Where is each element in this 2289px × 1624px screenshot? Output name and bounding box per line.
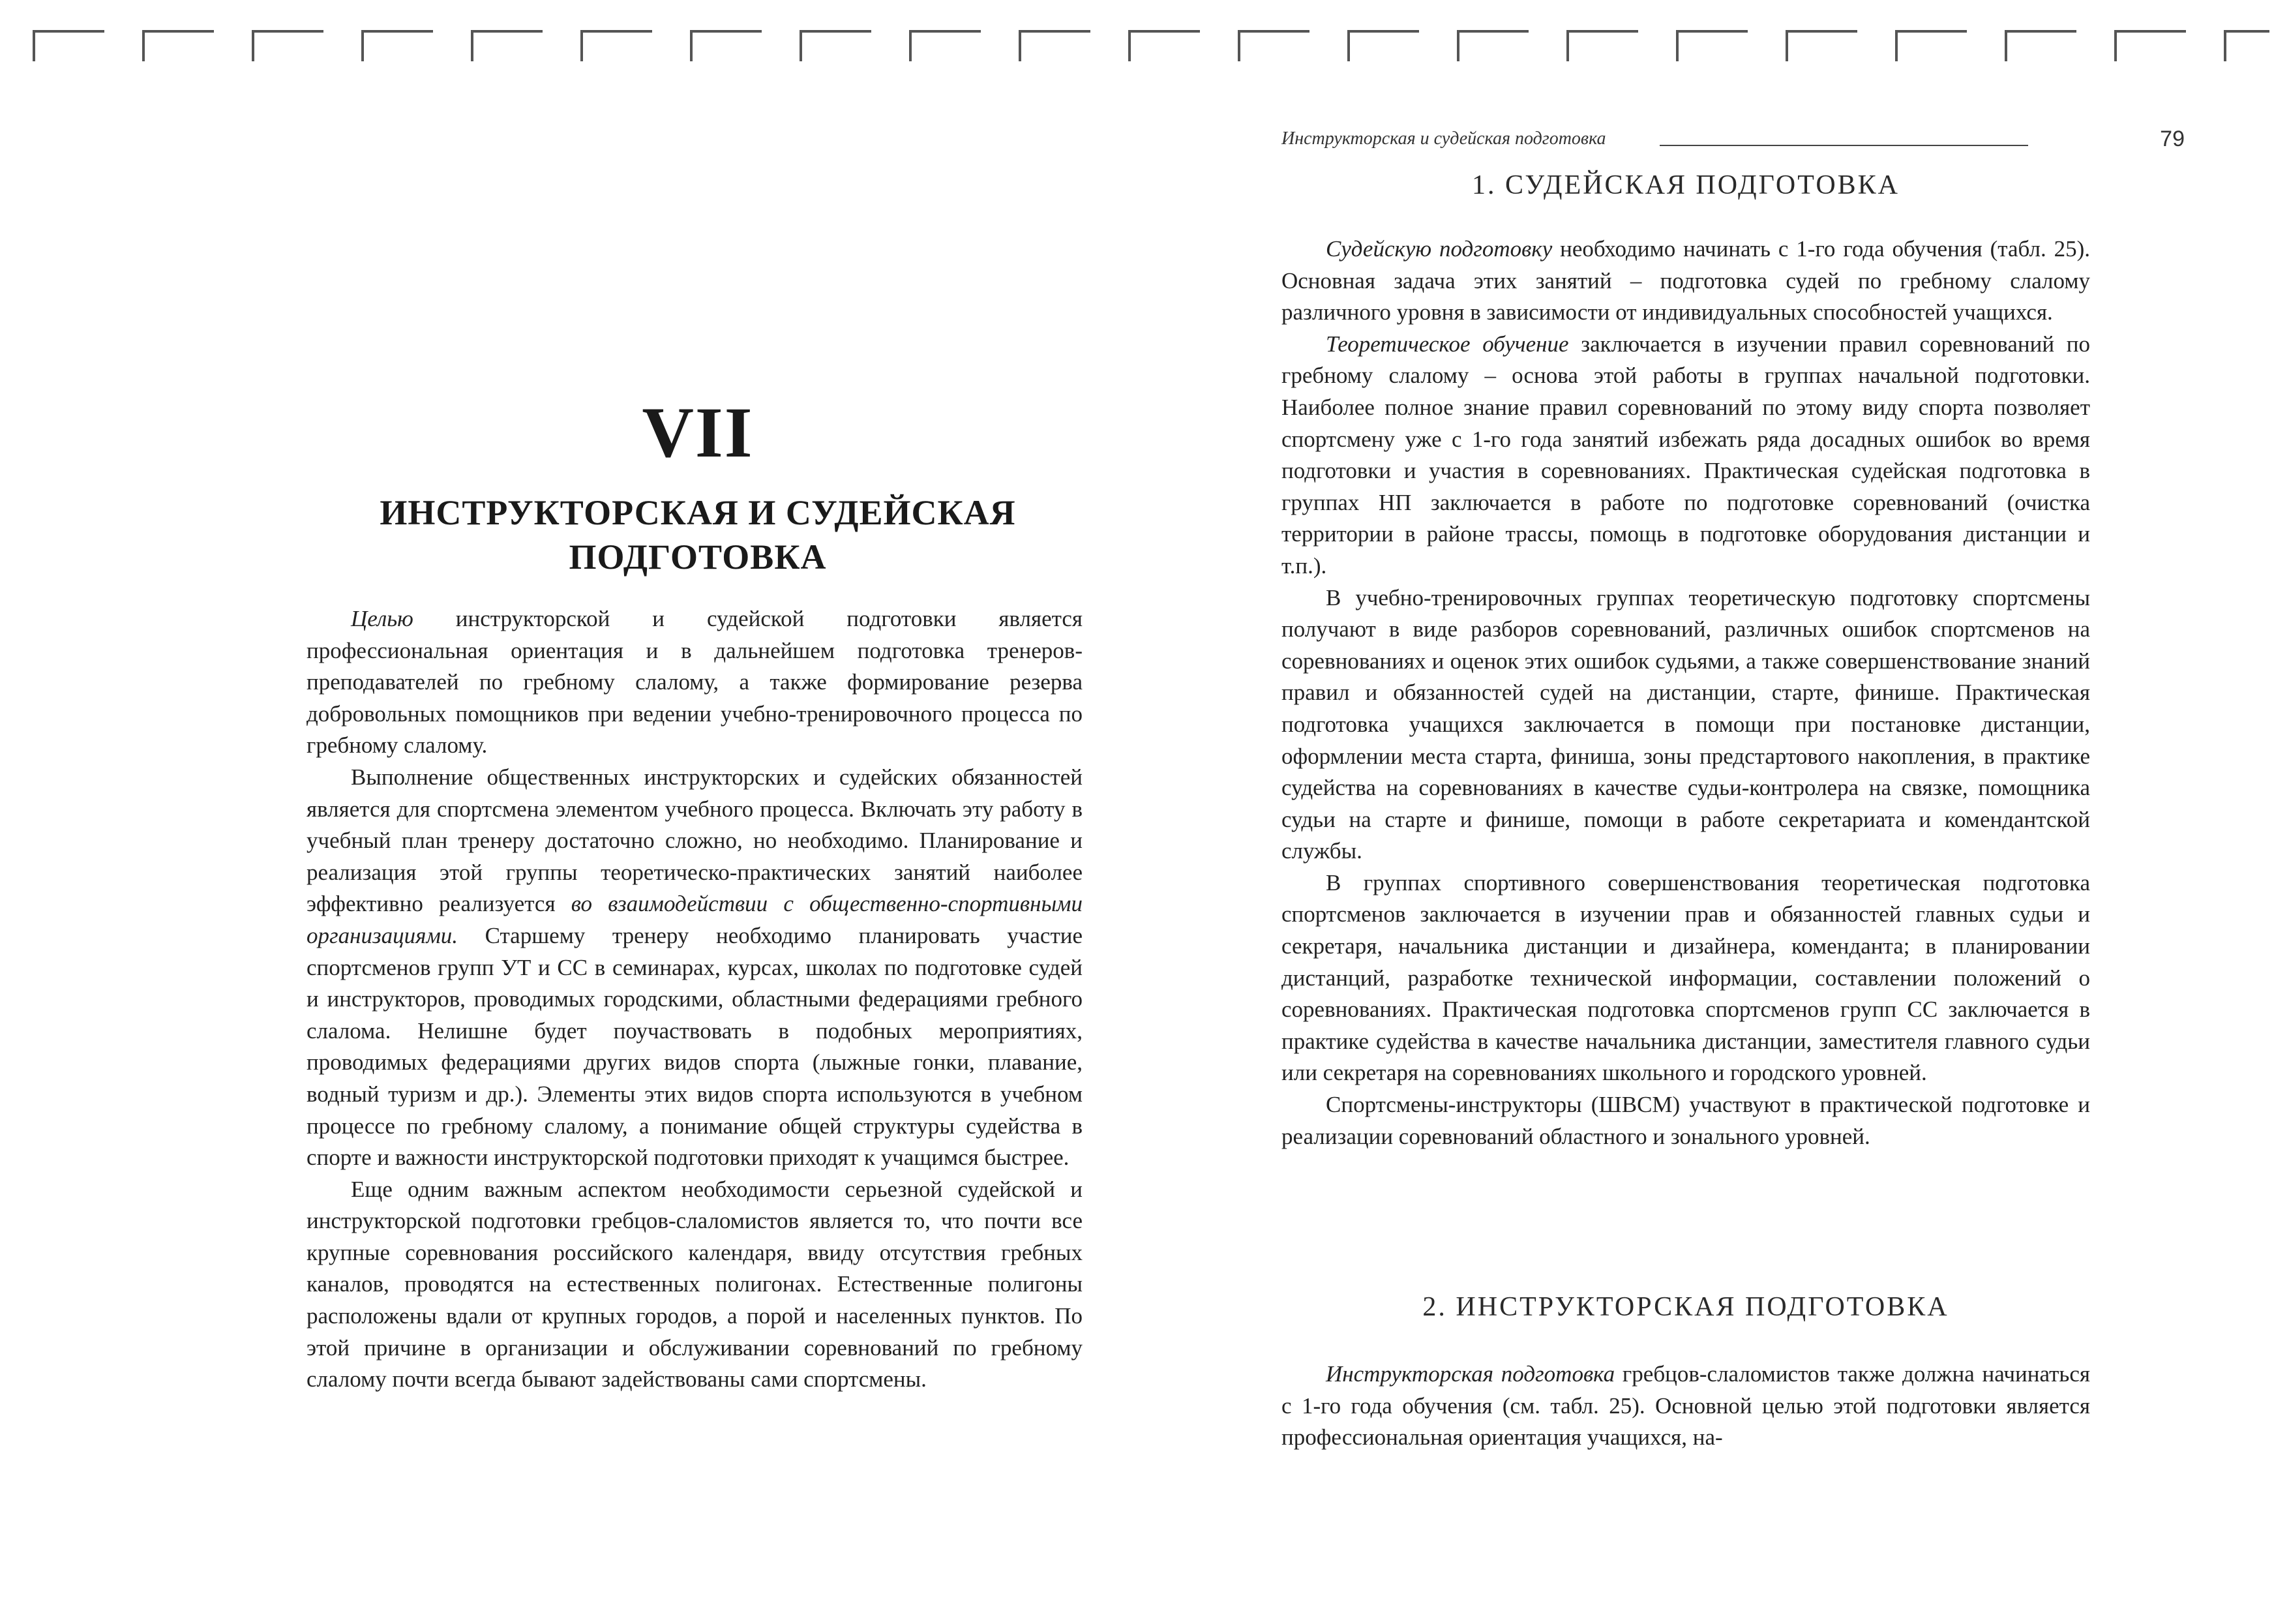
italic-lead: Теоретическое обучение [1326,331,1569,357]
right-page [1148,0,2289,1624]
chapter-title-line1: ИНСТРУКТОРСКАЯ И СУДЕЙСКАЯ [380,493,1016,532]
paragraph [1281,233,2090,329]
paragraph-text: В группах спортивного совершенствования теоретическая подготовка спортсменов заключается в изучении прав и обязанностей главных судьи и секретаря, начальника дистанции и дизайнера, коменданта; в планировании дистанций, разработке технической информации, составлении положений о соревнованиях. Практическая подготовка спортсменов групп СС заключается в практике судейства в качестве начальника дистанции, заместителя главного судьи или секретаря на соревнованиях школьного и городского уровней. [1281,869,2090,1086]
paragraph [1281,1359,2090,1454]
paragraph-text: заключается в изучении правил соревнований по гребному слалому – основа этой работы в группах начальной подготовки. Наиболее полное знание правил соревнований по этому виду спорта позволяет спортсмену уже с 1-го года занятий избежать ряда досадных ошибок во время подготовки и участия в соревнованиях. Практическая судейская подготовка в группах НП заключается в работе по подготовке соревнований (очистка территории в районе трассы, помощь в подготовке оборудования дистанции и т.п.). [1281,331,2090,579]
paragraph [307,603,1083,762]
chapter-title [307,490,1089,579]
paragraph-text: необходимо начинать с 1-го года обучения (табл. 25). Основная задача этих занятий – подготовка судей по гребному слалому различного уровня в зависимости от индивидуальных способностей учащихся. [1281,236,2091,325]
italic-phrase: во взаимодействии с общественно-спортивными организациями. [307,891,1083,948]
page-number: 79 [2160,127,2185,151]
paragraph [307,1174,1083,1396]
paragraph-text: Еще одним важным аспектом необходимости серьезной судейской и инструкторской подготовки гребцов-слаломистов является то, что почти все крупные соревнования российского календаря, ввиду отсутствия гребных каналов, проводятся на естественных полигонах. Естественные полигоны расположены вдали от крупных городов, а порой и населенных пунктов. По этой причине в организации и обслуживании соревнований по гребному слалому почти всегда бывают задействованы сами спортсмены. [307,1176,1083,1392]
paragraph [1281,1089,2090,1152]
paragraph [307,762,1083,1174]
paragraph [1281,329,2090,582]
section-body-judging [1281,233,2090,1152]
paragraph-text: гребцов-слаломистов также должна начинаться с 1-го года обучения (см. табл. 25). Основной целью этой подготовки является профессиональная ориентация учащихся, на- [1281,1361,2090,1451]
chapter-number: VII [642,393,754,472]
section-title-instructor: 2. ИНСТРУКТОРСКАЯ ПОДГОТОВКА [1422,1292,1949,1322]
section-body-instructor [1281,1359,2090,1454]
paragraph-text: Выполнение общественных инструкторских и судейских обязанностей является для спортсмена элементом учебного процесса. Включать эту работу в учебный план тренеру достаточно сложно, но необходимо. Планирование и реализация этой группы теоретическо-практических занятий наиболее эффективно реализуется [307,764,1083,917]
italic-lead: Инструкторская подготовка [1326,1361,1615,1387]
paragraph-text: инструкторской и судейской подготовки является профессиональная ориентация и в дальнейшем подготовка тренеров-преподавателей по гребному слалому, а также формирование резерва добровольных помощников при ведении учебно-тренировочного процесса по гребному слалому. [307,606,1083,759]
italic-lead: Судейскую подготовку [1326,236,1553,262]
running-head-rule [1660,145,2028,146]
section-title-judging: 1. СУДЕЙСКАЯ ПОДГОТОВКА [1471,170,1900,200]
running-head-title: Инструкторская и судейская подготовка [1281,128,1606,149]
italic-lead: Целью [351,606,413,631]
paragraph-text: Спортсмены-инструкторы (ШВСМ) участвуют в практической подготовке и реализации соревнований областного и зонального уровней. [1281,1092,2090,1149]
chapter-title-line2: ПОДГОТОВКА [569,537,827,577]
chapter-intro-body [307,603,1083,1396]
paragraph-text: Старшему тренеру необходимо планировать участие спортсменов групп УТ и СС в семинарах, курсах, школах по подготовке судей и инструкторов, проводимых городскими, областными федерациями гребного слалома. Нелишне будет поучаствовать в подобных мероприятиях, проводимых федерациями других видов спорта (лыжные гонки, плавание, водный туризм и др.). Элементы этих видов спорта используются в учебном процессе по гребному слалому, а понимание общей структуры судейства в спорте и важности инструкторской подготовки приходят к учащимся быстрее. [307,922,1083,1171]
paragraph [1281,867,2090,1089]
paragraph [1281,582,2090,867]
paragraph-text: В учебно-тренировочных группах теоретическую подготовку спортсмены получают в виде разборов соревнований, различных ошибок спортсменов на соревнованиях и оценок этих ошибок судьями, а также совершенствование знаний правил и обязанностей судей на дистанции, старте, финише. Практическая подготовка учащихся заключается в помощи при постановке дистанции, оформлении места старта, финиша, зоны предстартового накопления, в практике судейства на соревнованиях в качестве судьи-контролера на связке, помощника судьи на старте и финише, помощи в работе секретариата и комендантской службы. [1281,584,2090,864]
running-head [1281,127,2185,153]
